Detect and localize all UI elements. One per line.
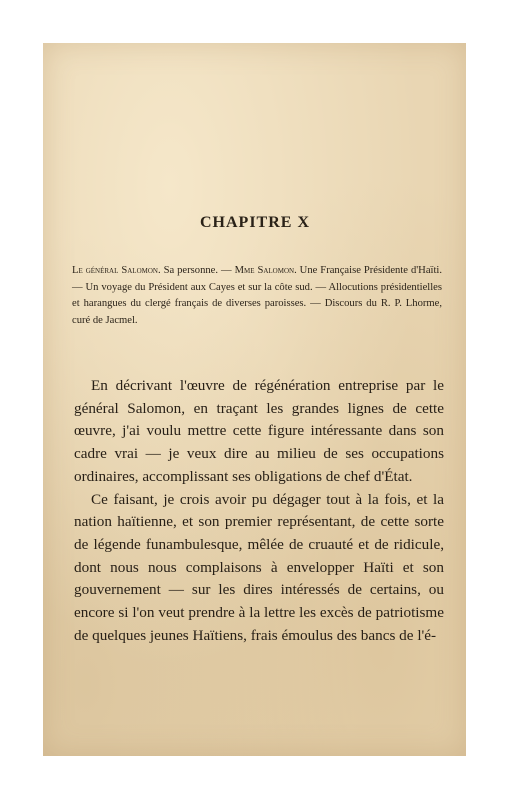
chapter-title: CHAPITRE X [199,214,310,231]
chapter-summary [72,263,442,329]
paragraph-2: Ce faisant, je crois avoir pu dégager tout à la fois, et la nation haïtienne, et son premier représentant, de cette sorte de légende funambulesque, mêlée de cruauté et de ridicule, dont nous nous complaisons à envelopper Haïti et son gouvernement — sur les dires intéressés de certains, ou encore si l'on veut prendre à la lettre les excès de patriotisme de quelques jeunes Haïtiens, frais émoulus des bancs de l'é- [74,490,444,644]
body-text [74,375,444,647]
summary-segment-4: Une Française Présidente d'Haïti. — Un voyage du Président aux Cayes et sur la côte sud. — Allocutions présidentielles et harangues du clergé français de diverses paroisses. — Discours du R. P. Lhorme, curé de Jacmel. [72,265,442,326]
paragraph-1: En décrivant l'œuvre de régénération entreprise par le général Salomon, en traçant les grandes lignes de cette œuvre, j'ai voulu mettre cette figure intéressante dans son cadre vrai — je veux dire au milieu de ses occupations ordinaires, accomplissant ses obligations de chef d'État. [74,377,444,485]
summary-segment-1: Le général Salomon. [72,265,161,276]
summary-segment-2: Sa personne. — [160,265,235,276]
summary-segment-3: Mme Salomon. [234,265,297,276]
